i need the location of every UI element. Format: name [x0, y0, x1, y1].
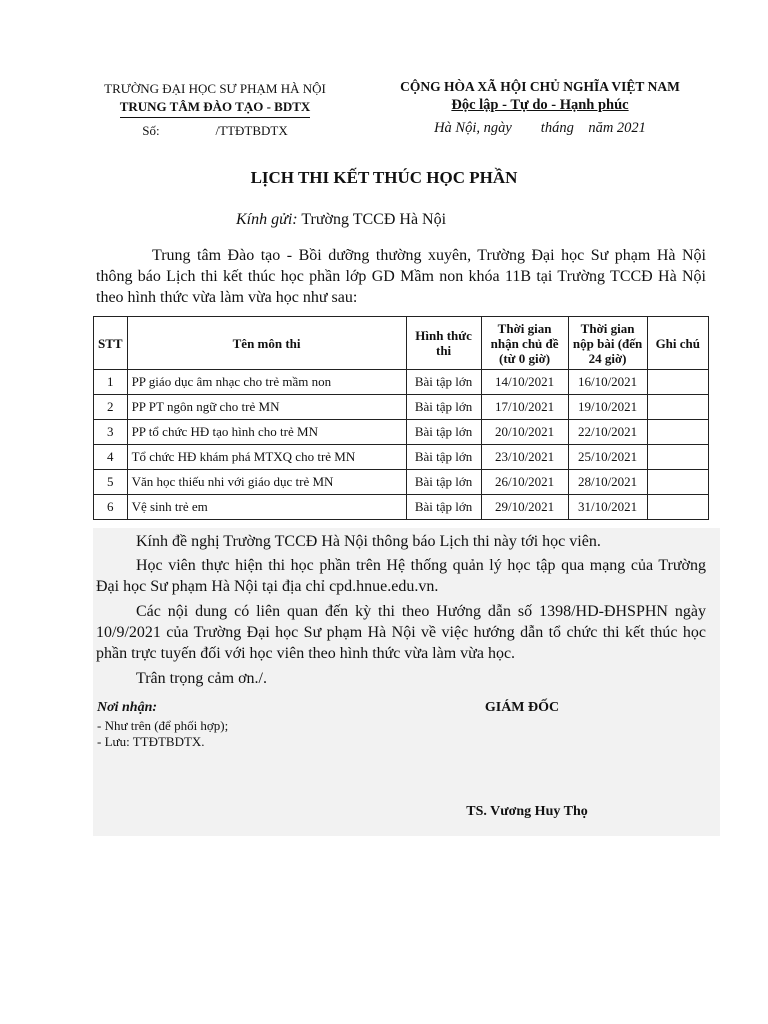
recipients-list [97, 718, 228, 750]
row-form: Bài tập lớn [406, 420, 481, 445]
date-line: Hà Nội, ngày tháng năm 2021 [434, 120, 646, 136]
table-row [94, 445, 709, 470]
guideline-paragraph: Các nội dung có liên quan đến kỳ thi theo Hướng dẫn số 1398/HD-ĐHSPHN ngày 10/9/2021 của Trường Đại học Sư phạm Hà Nội về việc hướng dẫn tổ chức thi kết thúc học phần trực tuyến đối với học viên theo hình thức vừa làm vừa học. [96, 603, 706, 662]
row-subject: Vệ sinh trẻ em [127, 495, 406, 520]
row-submit: 16/10/2021 [568, 370, 647, 395]
row-subject: Tổ chức HĐ khám phá MTXQ cho trẻ MN [127, 445, 406, 470]
row-submit: 25/10/2021 [568, 445, 647, 470]
row-stt: 6 [94, 495, 128, 520]
recipients-block [97, 700, 228, 750]
row-subject: PP tổ chức HĐ tạo hình cho trẻ MN [127, 420, 406, 445]
row-stt: 4 [94, 445, 128, 470]
row-receive: 14/10/2021 [481, 370, 568, 395]
row-subject: PP giáo dục âm nhạc cho trẻ mầm non [127, 370, 406, 395]
row-receive: 20/10/2021 [481, 420, 568, 445]
row-form: Bài tập lớn [406, 395, 481, 420]
row-stt: 2 [94, 395, 128, 420]
row-form: Bài tập lớn [406, 495, 481, 520]
signer-name: TS. Vương Huy Thọ [466, 804, 588, 819]
row-receive: 17/10/2021 [481, 395, 568, 420]
page-title: LỊCH THI KẾT THÚC HỌC PHẦN [250, 168, 518, 187]
exam-schedule-table [93, 316, 709, 520]
national-motto: Độc lập - Tự do - Hạnh phúc [451, 97, 629, 113]
row-stt: 5 [94, 470, 128, 495]
header-submit-time: Thời gian nộp bài (đến 24 giờ) [568, 317, 647, 370]
document-number [95, 122, 335, 140]
nation-name: CỘNG HÒA XÃ HỘI CHỦ NGHĨA VIỆT NAM [400, 79, 680, 94]
salutation-label: Kính gửi: [236, 211, 298, 228]
university-name: TRƯỜNG ĐẠI HỌC SƯ PHẠM HÀ NỘI [104, 81, 326, 96]
row-note [647, 420, 708, 445]
signature-title: GIÁM ĐỐC [484, 700, 560, 715]
header-form: Hình thức thi [406, 317, 481, 370]
system-paragraph: Học viên thực hiện thi học phần trên Hệ thống quản lý học tập qua mạng của Trường Đại học Sư phạm Hà Nội tại địa chỉ cpd.hnue.edu.vn. [96, 557, 706, 595]
recipient-item: - Lưu: TTĐTBDTX. [97, 734, 205, 749]
header-stt: STT [94, 317, 128, 370]
row-submit: 31/10/2021 [568, 495, 647, 520]
row-receive: 29/10/2021 [481, 495, 568, 520]
salutation [236, 211, 446, 229]
row-subject: Văn học thiếu nhi với giáo dục trẻ MN [127, 470, 406, 495]
row-stt: 3 [94, 420, 128, 445]
row-subject: PP PT ngôn ngữ cho trẻ MN [127, 395, 406, 420]
request-paragraph: Kính đề nghị Trường TCCĐ Hà Nội thông báo Lịch thi này tới học viên. [136, 533, 601, 550]
number-code: /TTĐTBDTX [215, 123, 288, 138]
center-name: TRUNG TÂM ĐÀO TẠO - BDTX [120, 98, 311, 118]
row-receive: 23/10/2021 [481, 445, 568, 470]
closing-paragraph: Trân trọng cảm ơn./. [136, 670, 267, 687]
number-label: Số: [142, 123, 160, 138]
row-submit: 19/10/2021 [568, 395, 647, 420]
table-row [94, 495, 709, 520]
issuer-block [95, 80, 335, 140]
salutation-recipient: Trường TCCĐ Hà Nội [301, 211, 447, 228]
row-form: Bài tập lớn [406, 445, 481, 470]
national-header [375, 78, 705, 137]
table-header-row [94, 317, 709, 370]
header-subject: Tên môn thi [127, 317, 406, 370]
header-note: Ghi chú [647, 317, 708, 370]
table-row [94, 370, 709, 395]
table-row [94, 470, 709, 495]
row-receive: 26/10/2021 [481, 470, 568, 495]
row-note [647, 395, 708, 420]
row-note [647, 470, 708, 495]
row-submit: 28/10/2021 [568, 470, 647, 495]
row-form: Bài tập lớn [406, 370, 481, 395]
row-note [647, 495, 708, 520]
recipients-label: Nơi nhận: [97, 700, 158, 715]
row-note [647, 370, 708, 395]
row-stt: 1 [94, 370, 128, 395]
header-receive-time: Thời gian nhận chủ đề (từ 0 giờ) [481, 317, 568, 370]
row-form: Bài tập lớn [406, 470, 481, 495]
table-row [94, 420, 709, 445]
row-submit: 22/10/2021 [568, 420, 647, 445]
row-note [647, 445, 708, 470]
recipient-item: - Như trên (để phối hợp); [97, 718, 229, 733]
table-row [94, 395, 709, 420]
intro-paragraph: Trung tâm Đào tạo - Bồi dưỡng thường xuyên, Trường Đại học Sư phạm Hà Nội thông báo Lịch thi kết thúc học phần lớp GD Mầm non khóa 11B tại Trường TCCĐ Hà Nội theo hình thức vừa làm vừa học như sau: [96, 247, 706, 306]
